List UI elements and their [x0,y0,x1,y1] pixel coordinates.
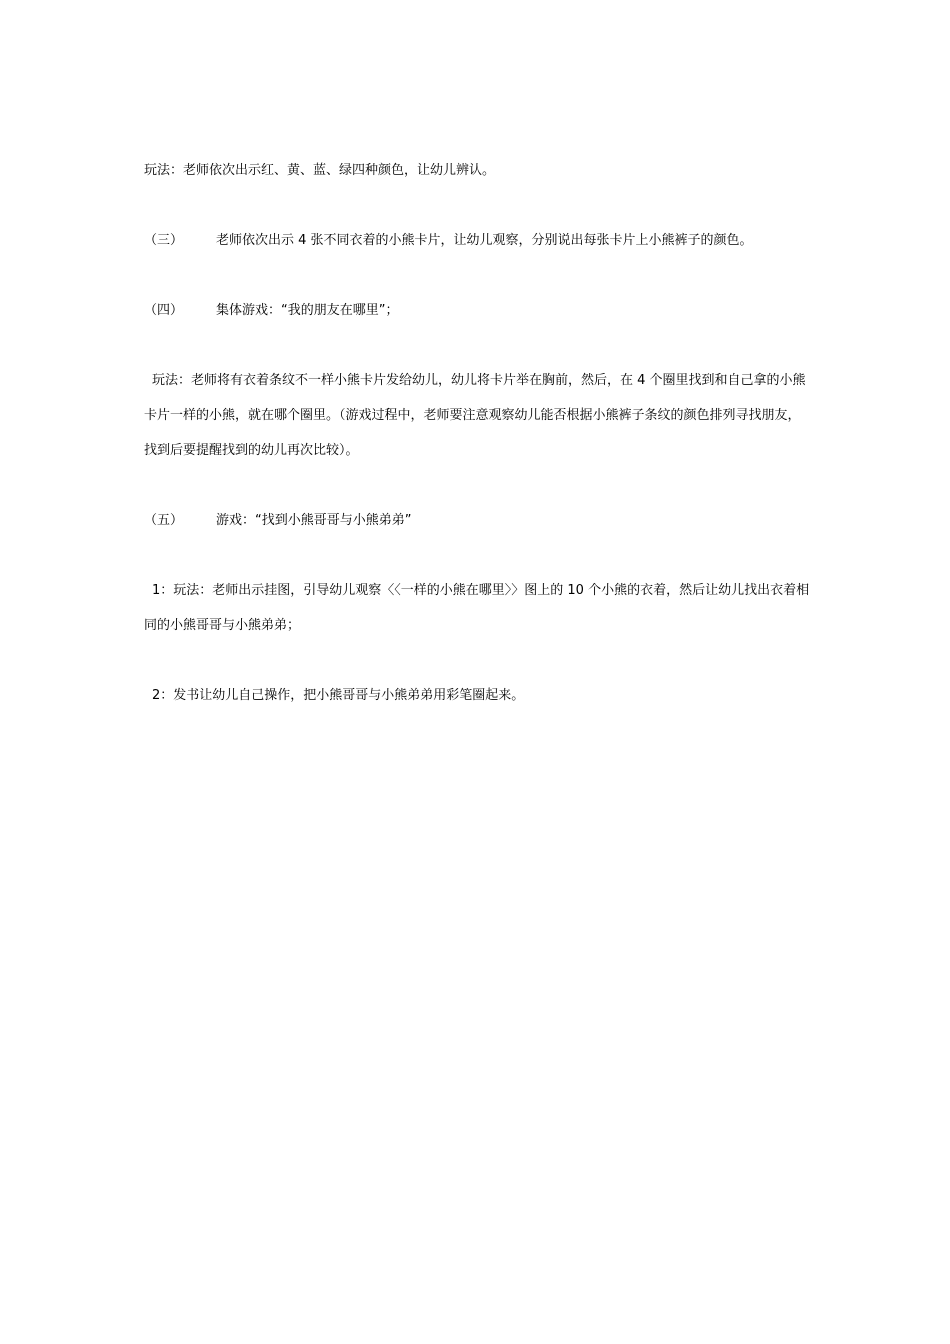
paragraph-step-five [144,513,814,529]
paragraph-friend-game-rules [144,363,810,468]
paragraph-wallchart-rules [144,573,810,643]
paragraph-text: 2：发书让幼儿自己操作，把小熊哥哥与小熊弟弟用彩笔圈起来。 [152,688,525,703]
paragraph-step-three [144,233,814,249]
paragraph-text: 玩法：老师依次出示红、黄、蓝、绿四种颜色，让幼儿辨认。 [144,163,496,178]
paragraph-text: 集体游戏：“我的朋友在哪里”； [216,303,399,318]
paragraph-text: 游戏：“找到小熊哥哥与小熊弟弟” [216,513,412,528]
paragraph-step-four [144,303,814,319]
paragraph-game-rules [144,163,814,179]
paragraph-text: 玩法：老师将有衣着条纹不一样小熊卡片发给幼儿，幼儿将卡片举在胸前，然后，在 4 个圈里找到和自己拿的小熊卡片一样的小熊，就在哪个圈里。（游戏过程中，老师要注意观察幼儿能否根据小熊裤子条纹的颜色排列寻找朋友，找到后要提醒找到的幼儿再次比较）。 [144,373,806,458]
paragraph-book-activity [144,688,822,704]
step-number: （三） [144,233,184,248]
paragraph-text: 老师依次出示 4 张不同衣着的小熊卡片，让幼儿观察，分别说出每张卡片上小熊裤子的颜色。 [216,233,753,248]
paragraph-text: 1：玩法：老师出示挂图，引导幼儿观察〈〈一样的小熊在哪里〉〉图上的 10 个小熊的衣着，然后让幼儿找出衣着相同的小熊哥哥与小熊弟弟； [144,583,810,633]
step-number: （四） [144,303,184,318]
step-number: （五） [144,513,184,528]
